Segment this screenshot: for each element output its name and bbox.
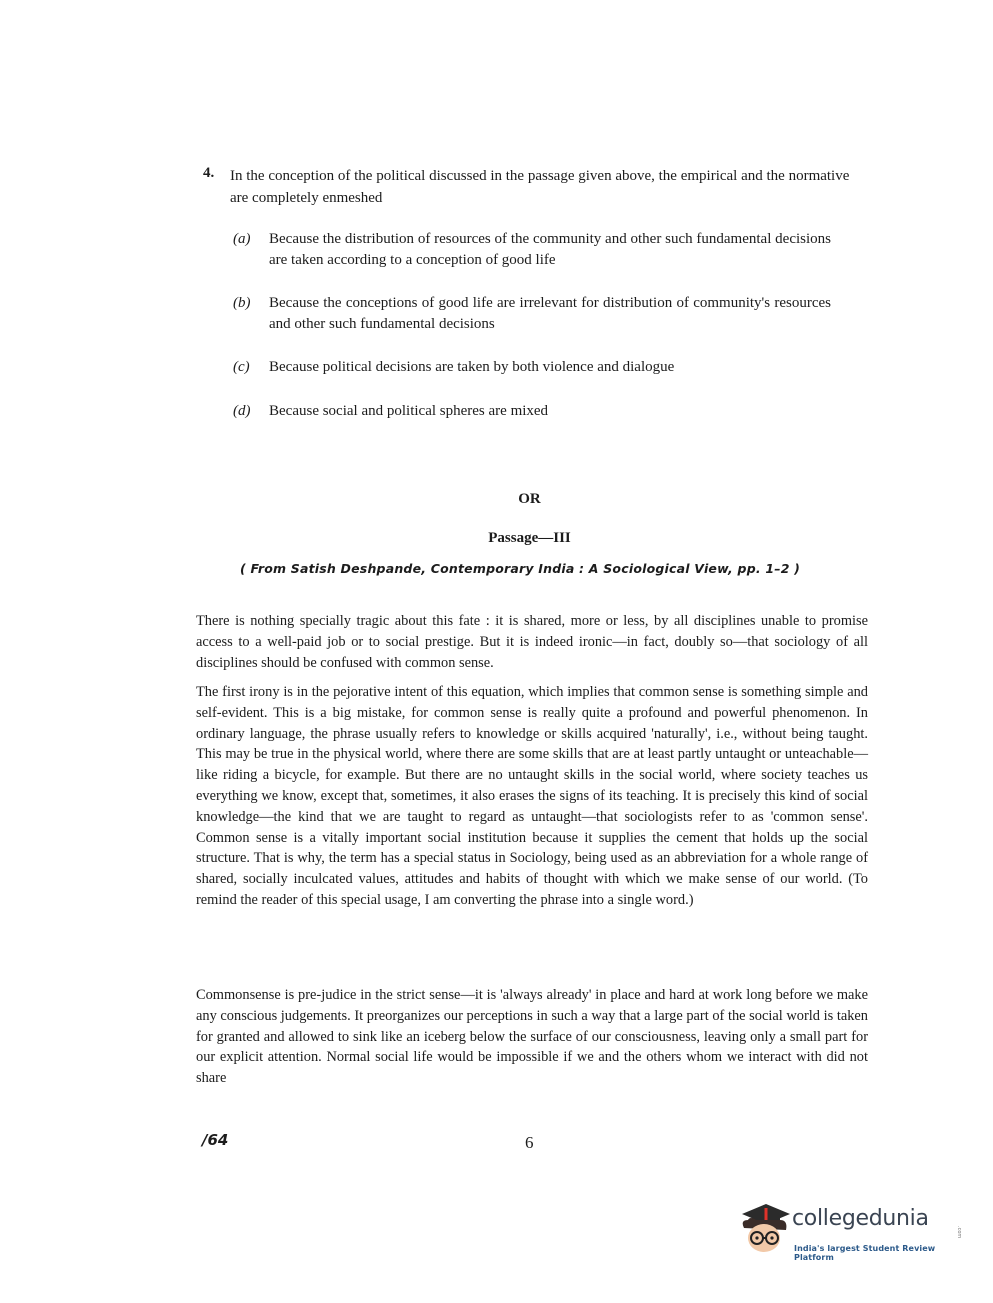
option-letter: (d) bbox=[233, 403, 251, 419]
logo-tagline: India's largest Student Review Platform bbox=[794, 1244, 936, 1262]
passage-paragraph-1: There is nothing specially tragic about this fate : it is shared, more or less, by all disciplines unable to promise access to a well-paid job or to social prestige. But it is indeed ironic—in fact, doubly so—that sociology of all disciplines should be confused with common sense. bbox=[196, 613, 868, 671]
logo-wordmark: collegedunia bbox=[792, 1206, 929, 1231]
page-number: 6 bbox=[525, 1133, 534, 1152]
passage-title: Passage—III bbox=[488, 530, 571, 546]
option-letter: (a) bbox=[233, 231, 251, 247]
option-text: Because the conceptions of good life are irrelevant for distribution of community's resources and other such fundamental decisions bbox=[269, 295, 831, 332]
logo-domain: .com bbox=[956, 1226, 962, 1239]
passage-paragraph-3: Commonsense is pre-judice in the strict sense—it is 'always already' in place and hard at work long before we make any conscious judgements. It preorganizes our perceptions in such a way that a large part of the social world is taken for granted and allowed to sink like an iceberg below the surface of our consciousness, leaving only a small part for our explicit attention. Normal social life would be impossible if we and the others whom we interact with did not share bbox=[196, 987, 868, 1087]
mascot-icon bbox=[736, 1198, 794, 1258]
passage-source: ( From Satish Deshpande, Contemporary India : A Sociological View, pp. 1–2 ) bbox=[240, 561, 801, 576]
question-number: 4. bbox=[203, 165, 215, 181]
or-separator: OR bbox=[518, 491, 541, 507]
question-text: In the conception of the political discussed in the passage given above, the empirical and the normative are completely enmeshed bbox=[230, 168, 850, 206]
passage-paragraph-2: The first irony is in the pejorative intent of this equation, which implies that common sense is something simple and self-evident. This is a big mistake, for common sense is really quite a profound and powerful phenomenon. In ordinary language, the phrase usually refers to knowledge or skills acquired 'naturally', i.e., without being taught. This may be true in the physical world, where there are some skills that are at least partly untaught or unteachable—like riding a bicycle, for example. But there are no untaught skills in the social world, where society teaches us everything we know, except that, sometimes, it also erases the signs of its teaching. It is precisely this kind of social knowledge—the kind that we are taught to regard as untaught—that sociologists refer to as 'common sense'. Common sense is a vitally important social institution because it supplies the cement that holds up the social structure. That is why, the term has a special status in Sociology, being used as an abbreviation for a whole range of shared, socially inculcated values, attitudes and habits of thought with which we make sense of our world. (To remind the reader of this special usage, I am converting the phrase into a single word.) bbox=[196, 684, 868, 908]
option-text: Because political decisions are taken by both violence and dialogue bbox=[269, 359, 675, 375]
option-text: Because the distribution of resources of the community and other such fundamental decisions are taken according to a conception of good life bbox=[269, 231, 831, 268]
option-letter: (b) bbox=[233, 295, 251, 311]
option-letter: (c) bbox=[233, 359, 250, 375]
collegedunia-logo bbox=[736, 1196, 976, 1266]
option-text: Because social and political spheres are mixed bbox=[269, 403, 549, 419]
paper-code: /64 bbox=[202, 1131, 229, 1149]
